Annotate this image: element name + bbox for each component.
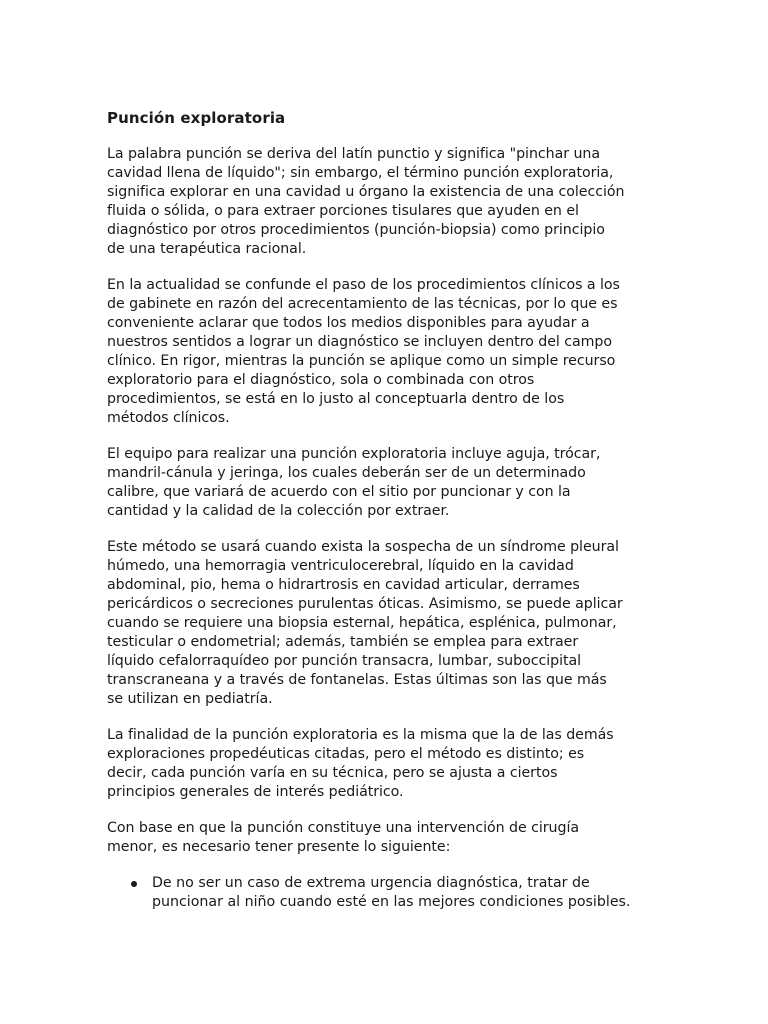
text-line: nuestros sentidos a lograr un diagnóstico se incluyen dentro del campo xyxy=(107,334,612,350)
text-line: líquido cefalorraquídeo por punción transacra, lumbar, suboccipital xyxy=(107,653,582,669)
text-line: exploratorio para el diagnóstico, sola o combinada con otros xyxy=(107,372,535,388)
text-line: transcraneana y a través de fontanelas. Estas últimas son las que más xyxy=(107,672,607,688)
text-line: mandril-cánula y jeringa, los cuales deberán ser de un determinado xyxy=(107,465,586,481)
text-line: cavidad llena de líquido"; sin embargo, el término punción exploratoria, xyxy=(107,165,614,181)
text-line: clínico. En rigor, mientras la punción se aplique como un simple recurso xyxy=(107,353,616,369)
paragraph-6 xyxy=(107,819,667,857)
text-line: Este método se usará cuando exista la sospecha de un síndrome pleural xyxy=(107,539,619,555)
text-line: En la actualidad se confunde el paso de los procedimientos clínicos a los xyxy=(107,277,620,293)
text-line: se utilizan en pediatría. xyxy=(107,691,273,707)
document-page xyxy=(107,108,667,912)
text-line: exploraciones propedéuticas citadas, pero el método es distinto; es xyxy=(107,746,585,762)
text-line: fluida o sólida, o para extraer porciones tisulares que ayuden en el xyxy=(107,203,579,219)
text-line: La palabra punción se deriva del latín punctio y significa "pinchar una xyxy=(107,146,600,162)
bullet-list xyxy=(107,874,667,912)
text-line: significa explorar en una cavidad u órgano la existencia de una colección xyxy=(107,184,625,200)
bullet-icon xyxy=(131,881,137,887)
text-line: La finalidad de la punción exploratoria es la misma que la de las demás xyxy=(107,727,614,743)
text-line: de una terapéutica racional. xyxy=(107,241,307,257)
text-line: cantidad y la calidad de la colección por extraer. xyxy=(107,503,450,519)
paragraph-4 xyxy=(107,538,667,709)
text-line: de gabinete en razón del acrecentamiento de las técnicas, por lo que es xyxy=(107,296,618,312)
text-line: menor, es necesario tener presente lo siguiente: xyxy=(107,839,451,855)
text-line: calibre, que variará de acuerdo con el sitio por puncionar y con la xyxy=(107,484,571,500)
text-line: cuando se requiere una biopsia esternal, hepática, esplénica, pulmonar, xyxy=(107,615,617,631)
document-title: Punción exploratoria xyxy=(107,109,286,127)
text-line: El equipo para realizar una punción exploratoria incluye aguja, trócar, xyxy=(107,446,601,462)
paragraph-5 xyxy=(107,726,667,802)
text-line: principios generales de interés pediátrico. xyxy=(107,784,404,800)
text-line: decir, cada punción varía en su técnica, pero se ajusta a ciertos xyxy=(107,765,558,781)
text-line: testicular o endometrial; además, también se emplea para extraer xyxy=(107,634,579,650)
text-line: conveniente aclarar que todos los medios disponibles para ayudar a xyxy=(107,315,590,331)
text-line: métodos clínicos. xyxy=(107,410,230,426)
text-line: húmedo, una hemorragia ventriculocerebral, líquido en la cavidad xyxy=(107,558,574,574)
text-line: De no ser un caso de extrema urgencia diagnóstica, tratar de xyxy=(152,875,590,891)
text-line: pericárdicos o secreciones purulentas óticas. Asimismo, se puede aplicar xyxy=(107,596,623,612)
text-line: procedimientos, se está en lo justo al conceptuarla dentro de los xyxy=(107,391,565,407)
paragraph-1 xyxy=(107,145,667,259)
list-item xyxy=(107,874,667,912)
text-line: Con base en que la punción constituye una intervención de cirugía xyxy=(107,820,579,836)
text-line: abdominal, pio, hema o hidrartrosis en cavidad articular, derrames xyxy=(107,577,580,593)
paragraph-3 xyxy=(107,445,667,521)
text-line: diagnóstico por otros procedimientos (punción-biopsia) como principio xyxy=(107,222,605,238)
paragraph-2 xyxy=(107,276,667,428)
text-line: puncionar al niño cuando esté en las mejores condiciones posibles. xyxy=(152,894,631,910)
